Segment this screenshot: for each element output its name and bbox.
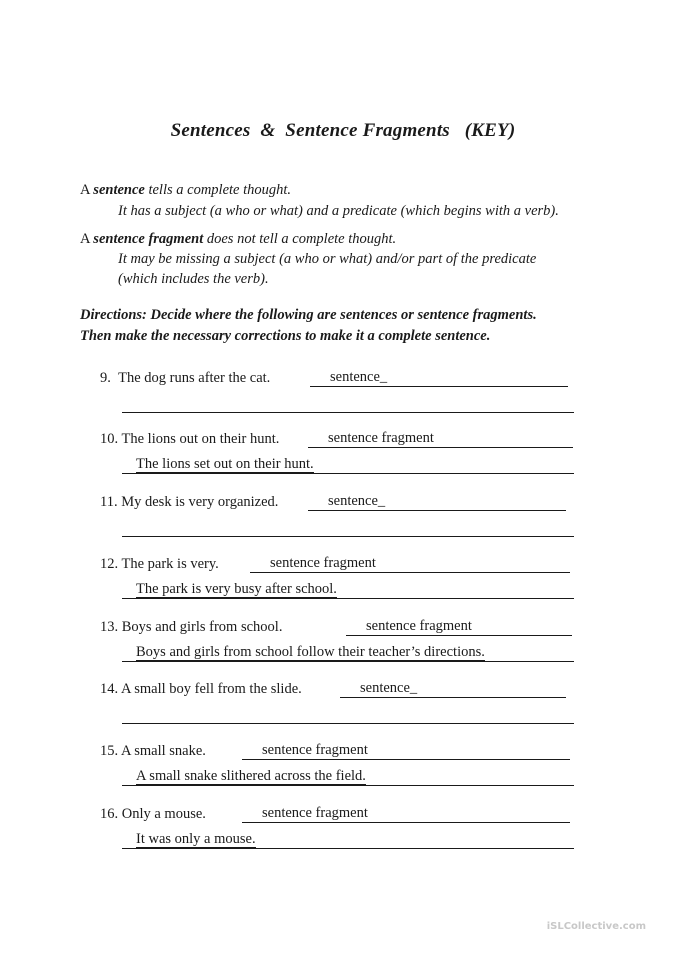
item-question (100, 806, 206, 823)
answer-line[interactable] (308, 494, 566, 511)
correction-line[interactable] (122, 832, 574, 849)
item-number: 11. (100, 494, 118, 510)
fragment-definition-lead (80, 229, 396, 249)
correction-line[interactable] (122, 457, 574, 474)
correction-text: It was only a mouse. (136, 831, 256, 847)
term-sentence-fragment: sentence fragment (93, 231, 204, 247)
answer-line[interactable] (310, 370, 568, 387)
answer-line[interactable] (242, 806, 570, 823)
answer-text: sentence_ (330, 369, 388, 385)
item-text: A small boy fell from the slide. (120, 681, 302, 697)
directions-line-1: Directions: Decide where the following are sentences or sentence fragments. (80, 307, 537, 323)
correction-text: The lions set out on their hunt. (136, 456, 314, 472)
correction-line[interactable] (122, 707, 574, 724)
item-question (100, 494, 278, 511)
fragment-definition-detail-1: It may be missing a subject (a who or what) and/or part of the predicate (118, 251, 537, 267)
item-text: Boys and girls from school. (121, 619, 283, 635)
answer-line[interactable] (250, 556, 570, 573)
answer-text: sentence fragment (270, 555, 376, 571)
item-question (100, 681, 302, 698)
item-text: The lions out on their hunt. (121, 431, 280, 447)
item-text: A small snake. (120, 743, 206, 759)
sentence-definition-detail: It has a subject (a who or what) and a predicate (which begins with a verb). (118, 203, 559, 219)
correction-text: Boys and girls from school follow their teacher’s directions. (136, 644, 485, 660)
exercise-item (100, 743, 580, 793)
article: A (80, 182, 94, 198)
exercise-item (100, 806, 580, 856)
exercise-item (100, 619, 580, 669)
exercise-item (100, 556, 580, 606)
answer-line[interactable] (242, 743, 570, 760)
sentence-definition (80, 180, 640, 224)
correction-text: The park is very busy after school. (136, 581, 337, 597)
definition-text: tells a complete thought. (144, 182, 292, 198)
item-number: 13. (100, 619, 119, 635)
correction-line[interactable] (122, 582, 574, 599)
answer-text: sentence fragment (328, 430, 434, 446)
answer-line[interactable] (308, 431, 573, 448)
item-number: 10. (100, 431, 119, 447)
exercise-item (100, 681, 580, 731)
correction-line[interactable] (122, 645, 574, 662)
fragment-definition-detail-2: (which includes the verb). (118, 271, 269, 287)
item-text: The dog runs after the cat. (118, 370, 271, 386)
exercise-item (100, 370, 580, 420)
fragment-definition (80, 229, 640, 293)
worksheet-title: Sentences & Sentence Fragments (KEY) (170, 120, 516, 141)
watermark: iSLCollective.com (546, 921, 646, 932)
item-text: The park is very. (121, 556, 219, 572)
item-number: 9. (100, 370, 111, 386)
correction-line[interactable] (122, 396, 574, 413)
answer-text: sentence fragment (262, 742, 368, 758)
item-text: Only a mouse. (121, 806, 206, 822)
item-number: 16. (100, 806, 119, 822)
answer-text: sentence_ (328, 493, 386, 509)
article: A (80, 231, 94, 247)
answer-text: sentence_ (360, 680, 418, 696)
sentence-definition-lead (80, 180, 291, 200)
item-number: 14. (100, 681, 119, 697)
item-question (100, 556, 219, 573)
directions-line-2: Then make the necessary corrections to make it a complete sentence. (80, 328, 491, 344)
directions (80, 305, 620, 347)
correction-line[interactable] (122, 520, 574, 537)
exercise-item (100, 431, 580, 481)
item-number: 12. (100, 556, 119, 572)
item-question (100, 370, 270, 387)
correction-text: A small snake slithered across the field. (136, 768, 366, 784)
item-question (100, 431, 279, 448)
item-question (100, 619, 282, 636)
exercise-item (100, 494, 580, 544)
term-sentence: sentence (93, 182, 145, 198)
item-text: My desk is very organized. (121, 494, 279, 510)
answer-line[interactable] (340, 681, 566, 698)
definition-text: does not tell a complete thought. (203, 231, 397, 247)
correction-line[interactable] (122, 769, 574, 786)
answer-text: sentence fragment (366, 618, 472, 634)
answer-line[interactable] (346, 619, 572, 636)
item-number: 15. (100, 743, 119, 759)
answer-text: sentence fragment (262, 805, 368, 821)
item-question (100, 743, 206, 760)
